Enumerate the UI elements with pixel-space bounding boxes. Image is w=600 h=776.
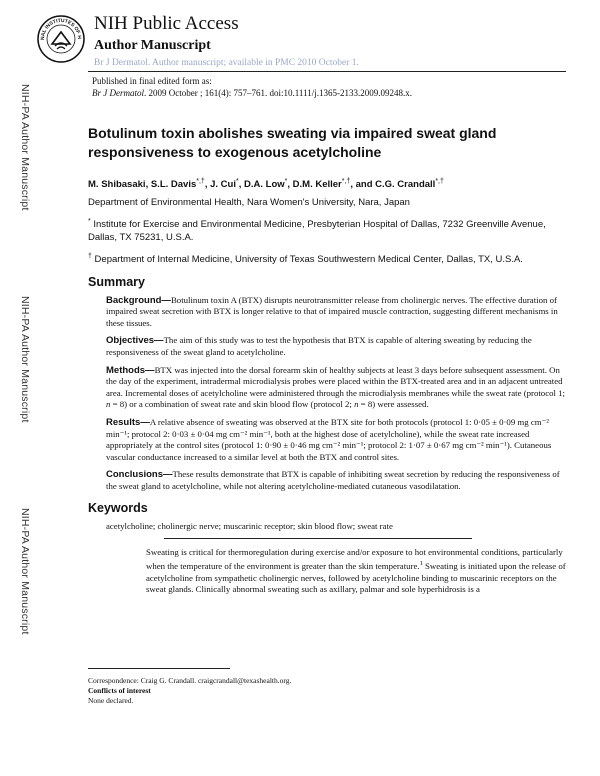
author-manuscript-subtitle: Author Manuscript: [94, 38, 211, 53]
author-affil-marker: *,†: [196, 178, 205, 185]
abstract-objectives: [106, 335, 568, 358]
affiliation-text: Department of Environmental Health, Nara Women's University, Nara, Japan: [88, 197, 410, 209]
body-text: Sweating is critical for thermoregulation during exercise and/or exposure to hot environmental conditions, particularly when the temperature of the environment is greater than the skin temperature.: [146, 546, 563, 572]
abstract-text: = 8) or a combination of sweat rate and skin blood flow (protocol 2;: [110, 399, 355, 410]
conflicts-heading-text: Conflicts of interest: [88, 686, 151, 695]
abstract-label: Results—: [106, 416, 150, 428]
abstract-methods: [106, 365, 568, 411]
correspondence-note: Correspondence: Craig G. Crandall. craigcrandall@texashealth.org.: [88, 676, 292, 685]
body-divider: [164, 538, 472, 539]
abstract-n-symbol: n: [106, 399, 111, 410]
abstract-text: The aim of this study was to test the hypothesis that BTX is capable of altering sweating by reducing the responsiveness of the sweat gland to acetylcholine.: [106, 335, 532, 357]
author-separator: ,: [287, 179, 293, 191]
nih-public-access-title: NIH Public Access: [94, 13, 239, 34]
affiliation-text: Department of Internal Medicine, University of Texas Southwestern Medical Center, Dallas, TX, U.S.A.: [94, 254, 523, 266]
author-name: S.L. Davis: [150, 179, 197, 191]
author-affil-marker: *,†: [341, 178, 351, 185]
author-affil-marker: *: [235, 178, 239, 185]
affiliation: [88, 215, 568, 244]
footnote-divider: [88, 668, 230, 669]
abstract-label: Objectives—: [106, 335, 164, 347]
author-affil-marker: *: [284, 178, 288, 185]
availability-text: . Author manuscript; available in PMC 2010 October 1.: [147, 58, 359, 68]
affiliation: [88, 250, 568, 266]
abstract-background: [106, 295, 568, 330]
svg-text:NATIONAL INSTITUTES OF HEALTH: NAL INSTITUTES OF H: [39, 17, 83, 41]
author-name: D.A. Low: [244, 179, 285, 191]
article-content: [88, 124, 568, 596]
summary-heading: Summary: [88, 274, 145, 289]
author-separator: ,: [238, 179, 244, 191]
author-separator: ,: [204, 179, 211, 191]
author-affil-marker: *,†: [435, 178, 444, 185]
author-name: M. Shibasaki: [88, 179, 146, 191]
reference-marker[interactable]: 1: [419, 560, 423, 568]
citation-journal: Br J Dermatol: [92, 88, 144, 98]
author-separator: ,: [145, 179, 151, 191]
abstract-text: A relative absence of sweating was observed at the BTX site for both protocols (protocol 1: 0·05 ± 0·09 mg cm⁻² min⁻¹; protocol 2: 0·03 ± 0·04 mg cm⁻² min⁻¹, both at the highest dose of acetylcholine), while the sweat rate increased appropriately at the control sites (protocol 1: 0·90 ± 0·46 mg cm⁻² min⁻¹; protocol 2: 1·07 ± 0·67 mg cm⁻² min⁻¹). Cutaneous vascular conductance increased to a similar level at both the BTX and control sites.: [106, 416, 552, 462]
affiliation: [88, 193, 568, 209]
abstract-text: Botulinum toxin A (BTX) disrupts neurotransmitter release from cholinergic nerves. The effective duration of impaired sweat secretion with BTX is longer relative to that of impaired muscle contraction, suggesting different mechanisms in these tissues.: [106, 294, 558, 328]
sidebar-label-bottom: NIH-PA Author Manuscript: [19, 508, 31, 635]
body-text: Sweating is initiated upon the release of acetylcholine from sympathetic cholinergic nerves, followed by acetylcholine binding to muscarinic receptors on the sweat glands. Clinically abnormal sweating such as axillary, palmar and sole hyperhidrosis is a: [146, 561, 566, 595]
header-divider: [88, 71, 566, 72]
abstract-results: [106, 417, 568, 463]
journal-abbrev: Br J Dermatol: [94, 58, 148, 68]
published-form-label: Published in final edited form as:: [92, 76, 212, 86]
sidebar-label-top: NIH-PA Author Manuscript: [19, 84, 31, 211]
body-paragraph: [146, 547, 568, 596]
nih-seal-logo: [36, 14, 86, 64]
abstract-label: Background—: [106, 294, 171, 306]
affiliation-marker: *: [88, 218, 91, 226]
conflicts-heading: [88, 686, 151, 695]
citation-line: [92, 88, 412, 99]
sidebar-label-middle: NIH-PA Author Manuscript: [19, 296, 31, 423]
keywords-heading: Keywords: [88, 500, 148, 515]
conflicts-text: None declared.: [88, 696, 134, 705]
abstract-label: Methods—: [106, 364, 155, 376]
affiliation-text: Institute for Exercise and Environmental Medicine, Presbyterian Hospital of Dallas, 7232 Greenville Avenue, Dallas, TX 75231, U.S.A.: [88, 219, 546, 244]
affiliation-marker: †: [88, 253, 92, 261]
abstract-text: These results demonstrate that BTX is capable of inhibiting sweat secretion by reducing the responsiveness of the sweat gland to acetylcholine, while not altering acetylcholine-mediated cutaneous vasodilatation.: [106, 469, 560, 491]
author-name: D.M. Keller: [292, 179, 342, 191]
author-name: J. Cui: [210, 179, 236, 191]
abstract-text: BTX was injected into the dorsal forearm skin of healthy subjects at least 3 days before subsequent assessment. On the day of the experiment, intradermal microdialysis probes were placed within the BTX-treated area and in an adjacent untreated area. Incremental doses of acetylcholine were administered through the microdialysis membranes while the sweat rate (protocol 1;: [106, 364, 565, 398]
keywords-list: acetylcholine; cholinergic nerve; muscarinic receptor; skin blood flow; sweat rate: [106, 520, 393, 531]
author-list: [88, 176, 568, 191]
abstract-text: = 8) were assessed.: [358, 399, 429, 410]
author-separator: , and: [350, 179, 376, 191]
article-title: Botulinum toxin abolishes sweating via impaired sweat gland responsiveness to exogenous acetylcholine: [88, 125, 497, 160]
author-name: C.G. Crandall: [375, 179, 436, 191]
pmc-availability-note: [94, 57, 359, 69]
abstract-n-symbol: n: [354, 399, 359, 410]
abstract-label: Conclusions—: [106, 469, 173, 481]
abstract-conclusions: [106, 469, 568, 492]
citation-details: . 2009 October ; 161(4): 757–761. doi:10.1111/j.1365-2133.2009.09248.x.: [144, 88, 412, 98]
